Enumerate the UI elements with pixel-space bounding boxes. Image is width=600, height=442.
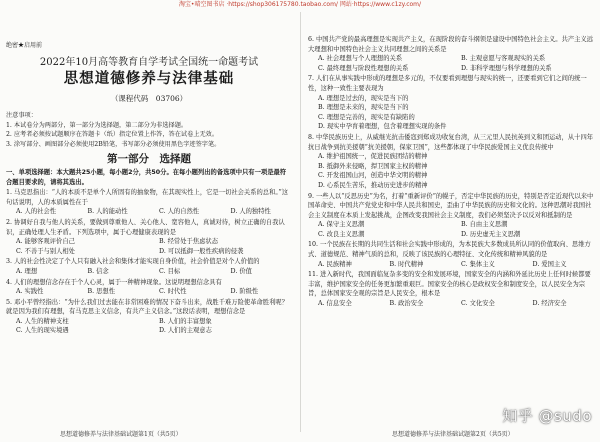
answer-option: A. 人的社会性 <box>16 208 57 216</box>
page-footer-right: 思想道德修养与法律基础试题第2页（共5页） <box>392 431 514 438</box>
answer-option: D. 现实中孕育着理想，包含着理想实现的条件 <box>318 123 447 131</box>
question-stem: 11. 进入新时代，我国面临复杂多变的安全和发展环境，国家安全的内涵和外延比历史上任何时候都要丰富，维护国家安全的任务更加繁重艰巨。国家安全的核心是政权安全和制度安全，以人民安全为宗旨，总体国家安全观的宗旨是人民安全，根本是 <box>308 271 591 298</box>
question <box>308 35 594 73</box>
answer-option: C. 时代性 <box>159 288 187 296</box>
question <box>6 257 292 276</box>
question <box>6 218 292 256</box>
answer-option: C. 集体主义 <box>461 260 495 268</box>
answer-option: C. 开发祖国山河，创造中华文明的精神 <box>318 172 428 180</box>
exam-title: 2022年10月高等教育自学考试全国统一命题考试 <box>39 56 259 68</box>
answer-option: A. 人生的精神支柱 <box>16 317 69 325</box>
right-page <box>308 9 594 309</box>
question-stem: 6. 中国共产党的最高理想是实现共产主义，在现阶段的奋斗纲领是建设中国特色社会主义。共产主义远大理想和中国特色社会主义共同理想之间的关系是 <box>308 36 594 53</box>
answer-option: D. 人们的主观意志 <box>159 327 212 335</box>
question-stem: 4. 人们的理想信念存在于个人心灵，属于一种精神现象。这说明理想信念具有 <box>6 278 222 286</box>
answer-option: A. 社会理想与个人理想的关系 <box>318 55 403 63</box>
answer-option: C. 最终理想与阶段性理想的关系 <box>318 64 409 72</box>
option-list <box>6 317 292 336</box>
option-list <box>308 94 594 132</box>
answer-option: A. 保守主义思潮 <box>318 221 365 229</box>
notice-item: 3. 涂写部分、画图部分必须使用2B铅笔，书写部分必须使用黑色字迹签字笔。 <box>6 140 221 148</box>
section-title: 一、单项选择题：本大题共25小题，每小题2分，共50分。在每小题列出的备选项中只有一项是最符合题目要求的，请将其选出。 <box>6 168 287 186</box>
answer-option: D. 阶级性 <box>230 288 259 296</box>
answer-option: D. 人的独特性 <box>230 208 271 216</box>
answer-option: B. 抵御外来侵略，捍卫国家主权的精神 <box>318 162 428 170</box>
answer-option: B. 人的能动性 <box>87 208 128 216</box>
notice-title: 注意事项： <box>6 112 37 120</box>
part-title: 第一部分 选择题 <box>107 153 191 166</box>
question-stem: 7. 人们在从事实践中形成的理想是多元的，不仅要看到理想与现实的统一，还要看到它们之间的统一性，这种一致性主要表现为 <box>308 75 587 92</box>
answer-option: D. 经济安全 <box>532 300 567 308</box>
question <box>6 278 292 297</box>
secret-mark: 绝密★启用前 <box>6 42 43 49</box>
question <box>308 192 594 240</box>
answer-option: B. 经常处于焦虑状态 <box>159 238 219 246</box>
answer-option: B. 理想是未来的，现实是当下的 <box>318 104 409 112</box>
question-stem: 1. 马克思指出：“人的本质不是单个人所固有的抽象物，在其现实性上，它是一切社会关系的总和。”这句话说明，人的本质属性在于 <box>6 189 289 206</box>
answer-option: B. 自由主义思潮 <box>461 221 508 229</box>
notice-item: 1. 本试卷分为两部分，第一部分为选择题，第二部分为非选择题。 <box>6 121 188 129</box>
right-question-list <box>308 35 594 309</box>
zhihu-watermark: 知乎 @sudo <box>502 407 592 425</box>
answer-option: B. 主观意愿与客观现实的关系 <box>461 55 546 63</box>
option-list <box>6 207 292 217</box>
page-footer-left: 思想道德修养与法律基础试题第1页（共5页） <box>60 431 182 438</box>
question <box>6 298 292 336</box>
left-question-list <box>6 188 292 336</box>
answer-option: C. 文化安全 <box>461 300 495 308</box>
answer-option: D. 爱国主义 <box>532 260 567 268</box>
question-stem: 10. 一个民族在长期的共同生活和社会实践中形成的，为本民族大多数成员所认同的价值取向、思维方式、道德规范、精神气质的总和，反映了该民族的心理特征、文化传统和精神风貌的是 <box>308 241 591 259</box>
question-stem: 2. 协调好自我与他人的关系，要做到尊重他人、关心他人、宽容他人，真诚对待，树立正确的自我认识，正确处理人生矛盾。下列选项中，属于心理健康表现的是 <box>6 218 285 236</box>
answer-option: A. 实践性 <box>16 288 44 296</box>
option-list <box>308 260 594 270</box>
answer-option: A. 民族精神 <box>318 260 352 268</box>
notice-block <box>6 111 292 149</box>
notice-item: 2. 应考者必须按试题顺序在答题卡（纸）指定位置上作答，答在试卷上无效。 <box>6 131 219 139</box>
question-stem: 8. 中华民族历史上，从威继光抗击倭寇到郑成功收复台湾，从三元里人民抗英到义和团运动，从十四年抗日战争到抗美援朝“抗美援朝，保家卫国”，这些都体现了中华民族爱国主义优良传统中 <box>308 133 594 151</box>
question <box>308 133 594 191</box>
answer-option: D. 可以抵御一般性疾病的侵袭 <box>159 247 244 255</box>
answer-option: D. 价值 <box>230 267 252 275</box>
option-list <box>308 220 594 239</box>
answer-option: D. 非科学理想与科学理想的关系 <box>461 64 552 72</box>
option-list <box>6 267 292 277</box>
answer-option: B. 思想性 <box>87 288 116 296</box>
answer-option: A. 信息安全 <box>318 300 352 308</box>
answer-option: C. 人的自然性 <box>159 208 200 216</box>
answer-option: C. 不善于与别人相处 <box>16 247 75 255</box>
answer-option: C. 目标 <box>159 267 181 275</box>
answer-option: D. 心系民生苦乐，推动历史进步的精神 <box>318 181 428 189</box>
answer-option: B. 信念 <box>87 267 109 275</box>
answer-option: C. 人生的现实境遇 <box>16 327 69 335</box>
option-list <box>308 54 594 73</box>
answer-option: B. 政治安全 <box>389 300 424 308</box>
question-stem: 3. 人的社会性决定了个人只有融入社会和集体才能实现自身价值，社会价值是对个人价值的 <box>6 258 260 266</box>
subject-title: 思想道德修养与法律基础 <box>63 71 235 88</box>
option-list <box>308 152 594 190</box>
question <box>6 188 292 217</box>
answer-option: A. 维护祖国统一，促进民族团结的精神 <box>318 153 428 161</box>
shop-watermark: 淘宝•晴空图书店 ·https://shop306175780.taobao.com/ 网站·https://www.c1zy.com/ <box>178 1 422 8</box>
question-stem: 5. 邓小平曾经指出：“为什么我们过去能在非常困难的情况下奋斗出来，战胜千难万险使革命胜利呢？就是因为我们有理想，有马克思主义信念，有共产主义信念。”这段话表明，理想信念是 <box>6 298 288 316</box>
question-stem: 9. 一些人以“反思历史”为名，打着“重新评价”的幌子，否定中华民族的历史，特别是否定近现代以来中国革命史、中国共产党党史和中华人民共和国史，歪曲了中华民族的历史和文化的。这种思潮对我国社会主义制度在本质上发起挑战，企图改变我国社会主义制度，我们必须坚决予以反对和抵制的是 <box>308 192 594 219</box>
answer-option: A. 理想 <box>16 267 38 275</box>
option-list <box>6 287 292 297</box>
left-page <box>6 9 292 336</box>
answer-option: C. 改良主义思潮 <box>318 230 365 238</box>
answer-option: B. 人们的丰富想象 <box>159 317 212 325</box>
course-code: （课程代码 03706） <box>110 93 188 103</box>
answer-option: D. 历史虚无主义思潮 <box>461 230 521 238</box>
option-list <box>6 237 292 256</box>
answer-option: A. 理想是过去的，现实是当下的 <box>318 94 409 102</box>
answer-option: C. 理想是完善的，现实是有缺陷的 <box>318 113 415 121</box>
question <box>308 240 594 269</box>
answer-option: A. 能够客观评价自己 <box>16 238 75 246</box>
answer-option: B. 时代精神 <box>389 260 424 268</box>
page-divider <box>300 12 301 432</box>
option-list <box>308 299 594 309</box>
question <box>308 74 594 132</box>
question <box>308 270 594 308</box>
